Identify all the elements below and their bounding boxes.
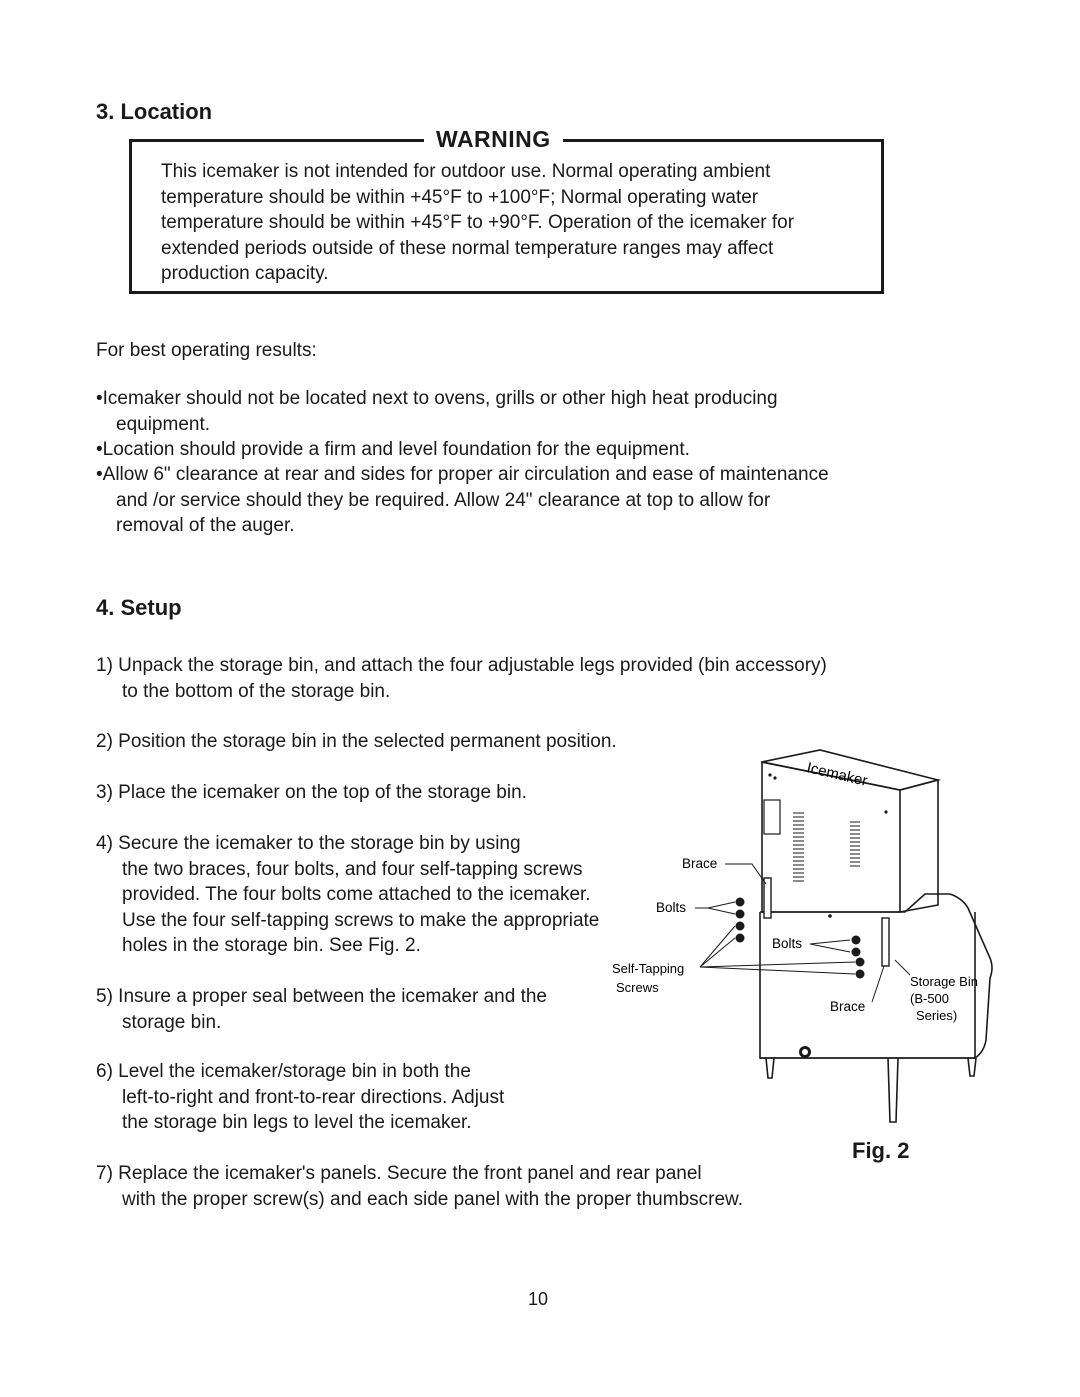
self-tapping-screw	[856, 970, 865, 979]
bullet-line: equipment.	[116, 413, 211, 435]
bin-leg	[766, 1058, 774, 1078]
setup-heading: 4. Setup	[96, 595, 182, 620]
brace-left	[764, 878, 771, 918]
label-series-1: (B-500	[910, 991, 950, 1006]
step-line: the two braces, four bolts, and four self-tapping screws	[122, 858, 583, 880]
warning-text: This icemaker is not intended for outdoor use. Normal operating ambient temperature should be within +45°F to +100°F; Normal operating water temperature should be within +45°F to +90°F. Operation of the icemaker for extended periods outside of these normal temperature ranges may affect production capacity.	[161, 161, 795, 284]
self-tapping-screw	[736, 922, 745, 931]
step-line: 4) Secure the icemaker to the storage bin by using	[96, 833, 521, 854]
louver-right	[850, 822, 860, 866]
brace-right	[882, 918, 889, 966]
setup-step-1	[96, 653, 827, 704]
label-icemaker: Icemaker	[805, 759, 870, 790]
bullet-line: •Location should provide a firm and level foundation for the equipment.	[96, 439, 690, 460]
storage-bin-top	[760, 894, 950, 912]
location-heading: 3. Location	[96, 99, 213, 124]
step-line: to the bottom of the storage bin.	[122, 680, 391, 702]
warning-title: WARNING	[424, 126, 563, 153]
louver-left	[793, 813, 804, 881]
step-line: 5) Insure a proper seal between the icemaker and the	[96, 986, 547, 1007]
step-line: 2) Position the storage bin in the selected permanent position.	[96, 731, 617, 752]
step-line: 7) Replace the icemaker's panels. Secure the front panel and rear panel	[96, 1163, 702, 1184]
setup-step-5	[96, 984, 547, 1035]
step-line: Use the four self-tapping screws to make the appropriate	[122, 909, 600, 931]
step-line: provided. The four bolts come attached to the icemaker.	[122, 884, 591, 905]
label-brace-top: Brace	[682, 856, 718, 871]
indicator-dot	[768, 773, 771, 776]
step-line: left-to-right and front-to-rear directions. Adjust	[122, 1086, 505, 1108]
self-tapping-screw	[856, 958, 865, 967]
bolt	[736, 910, 745, 919]
step-line: 6) Level the icemaker/storage bin in both the	[96, 1061, 471, 1082]
bullet-item	[96, 437, 936, 463]
step-line: the storage bin legs to level the icemaker.	[122, 1112, 472, 1133]
icemaker-storage-bin-diagram	[600, 740, 1000, 1140]
figure-caption: Fig. 2	[852, 1138, 910, 1163]
bullet-line: •Icemaker should not be located next to ovens, grills or other high heat producing	[96, 388, 778, 409]
label-bolts-right: Bolts	[772, 936, 803, 951]
step-line: 3) Place the icemaker on the top of the storage bin.	[96, 782, 527, 803]
label-series-2: Series)	[916, 1008, 958, 1023]
bullet-line: removal of the auger.	[116, 515, 295, 536]
setup-step-3	[96, 780, 527, 806]
label-self-tapping: Self-Tapping	[612, 961, 685, 976]
bolt	[736, 898, 745, 907]
label-bolts-left: Bolts	[656, 900, 687, 915]
step-line: 1) Unpack the storage bin, and attach the four adjustable legs provided (bin accessory)	[96, 655, 827, 676]
self-tapping-screw	[736, 934, 745, 943]
page-number: 10	[528, 1289, 549, 1309]
bullet-item	[96, 386, 936, 437]
bolt	[852, 936, 861, 945]
step-line: with the proper screw(s) and each side panel with the proper thumbscrew.	[122, 1188, 743, 1210]
label-brace-bottom: Brace	[830, 999, 866, 1014]
control-panel	[764, 800, 780, 834]
indicator-dot	[884, 810, 887, 813]
setup-step-7	[96, 1161, 743, 1212]
bullet-line: and /or service should they be required. Allow 24" clearance at top to allow for	[116, 489, 771, 511]
bolt	[852, 948, 861, 957]
icemaker-side	[900, 780, 938, 912]
icemaker-front	[762, 762, 900, 912]
indicator-dot	[773, 776, 776, 779]
step-line: holes in the storage bin. See Fig. 2.	[122, 935, 421, 956]
indicator-dot	[828, 914, 832, 918]
bin-leg	[888, 1058, 898, 1122]
bin-leg	[968, 1058, 976, 1076]
intro-text: For best operating results:	[96, 340, 317, 361]
bullet-item	[96, 462, 936, 539]
label-screws: Screws	[616, 980, 659, 995]
drain-plug-center	[802, 1049, 808, 1055]
setup-step-2	[96, 729, 617, 755]
setup-step-6	[96, 1059, 504, 1136]
bullet-line: •Allow 6" clearance at rear and sides for proper air circulation and ease of maintenance	[96, 464, 829, 485]
label-storage-bin: Storage Bin	[910, 974, 978, 989]
step-line: storage bin.	[122, 1011, 222, 1033]
setup-step-4	[96, 831, 599, 959]
